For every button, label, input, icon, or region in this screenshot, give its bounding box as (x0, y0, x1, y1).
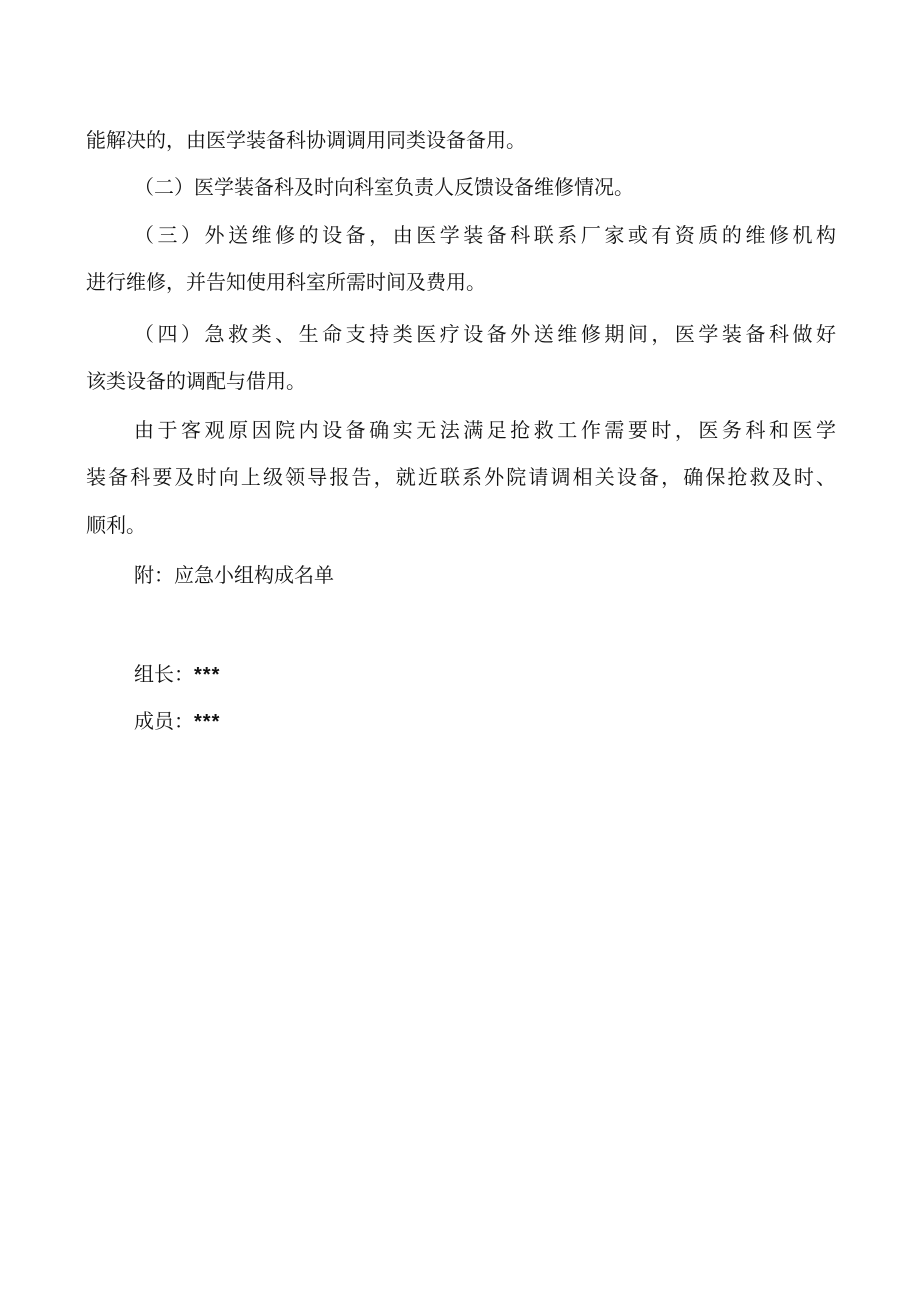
paragraph-line: （二）医学装备科及时向科室负责人反馈设备维修情况。 (134, 175, 634, 199)
team-member-label: 成员： (134, 709, 194, 733)
paragraph-line: 能解决的，由医学装备科协调调用同类设备备用。 (86, 128, 526, 152)
paragraph-line: 该类设备的调配与借用。 (86, 369, 306, 393)
team-member-row (134, 709, 220, 734)
paragraph-line: （四）急救类、生命支持类医疗设备外送维修期间，医学装备科做好 (134, 322, 836, 346)
appendix-title: 附：应急小组构成名单 (134, 563, 334, 587)
paragraph-line: 装备科要及时向上级领导报告，就近联系外院请调相关设备，确保抢救及时、 (86, 465, 836, 489)
paragraph-line: 进行维修，并告知使用科室所需时间及费用。 (86, 270, 486, 294)
team-leader-row (134, 662, 220, 687)
paragraph-line: （三）外送维修的设备，由医学装备科联系厂家或有资质的维修机构 (134, 223, 836, 247)
paragraph-line: 由于客观原因院内设备确实无法满足抢救工作需要时，医务科和医学 (134, 418, 836, 442)
paragraph-line: 顺利。 (86, 513, 146, 537)
team-leader-value: *** (194, 664, 221, 686)
team-member-value: *** (194, 711, 221, 733)
team-leader-label: 组长： (134, 662, 194, 686)
